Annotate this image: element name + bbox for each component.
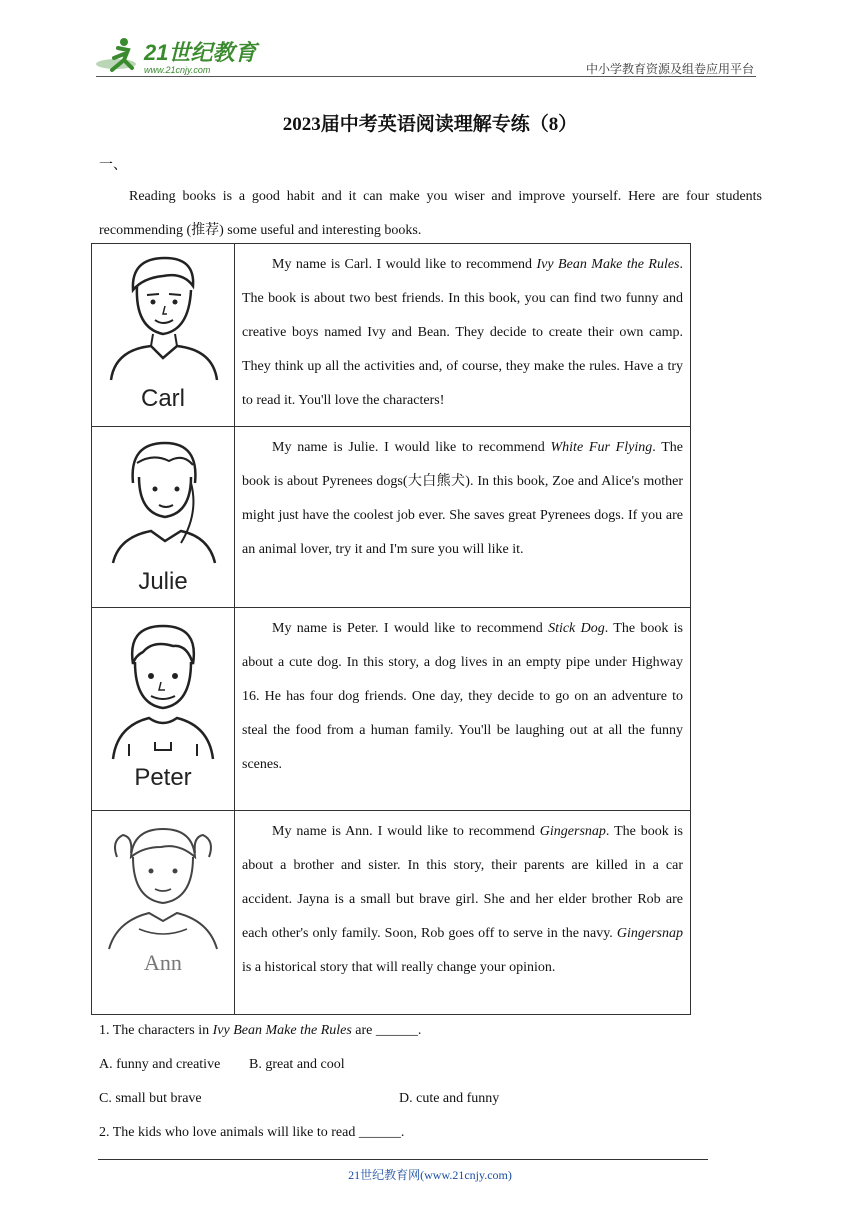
student-name: Julie — [138, 568, 188, 595]
page-title: 2023届中考英语阅读理解专练（8） — [282, 114, 578, 135]
girl-portrait-icon — [103, 433, 223, 568]
girl-portrait-icon — [103, 817, 223, 952]
option-a: A. funny and creative — [99, 1057, 221, 1072]
student-name: Carl — [140, 385, 185, 412]
boy-portrait-icon — [103, 614, 223, 764]
recommendation-table — [91, 243, 691, 1015]
option-d: D. cute and funny — [399, 1091, 500, 1106]
question-1: 1. The characters in Ivy Bean Make the Rules are ______. — [99, 1023, 422, 1038]
table-row — [92, 244, 691, 427]
portrait-cell — [92, 427, 235, 608]
option-b: B. great and cool — [249, 1057, 345, 1072]
header-divider — [96, 76, 756, 77]
book-title: Stick Dog — [548, 621, 605, 636]
book-title: Gingersnap — [616, 926, 683, 941]
logo-url: www.21cnjy.com — [144, 65, 211, 75]
portrait-cell — [92, 244, 235, 427]
boy-portrait-icon — [103, 250, 223, 385]
recommendation-text: My name is Peter. I would like to recommend Stick Dog. The book is about a cute dog. In this story, a dog lives in an empty pipe under Highway 16. He has four dog friends. One day, they decide to go on an adventure to steal the food from a human family. You'll be laughing out at all the funny scenes. — [235, 608, 691, 811]
recommendation-text: My name is Julie. I would like to recommend White Fur Flying. The book is about Pyrenees dogs(大白熊犬). In this book, Zoe and Alice's mother might just have the coolest job ever. She saves great Pyrenees dogs. If you are an animal lover, try it and I'm sure you will like it. — [235, 427, 691, 608]
recommendation-text: My name is Carl. I would like to recommend Ivy Bean Make the Rules. The book is about two best friends. In this book, you can find two funny and creative boys named Ivy and Bean. They decide to create their own camp. They think up all the activities and, of course, they make the rules. Have a try to read it. You'll love the characters! — [235, 244, 691, 427]
site-logo — [94, 34, 264, 78]
runner-logo-icon — [94, 34, 264, 78]
book-title: Ivy Bean Make the Rules — [536, 257, 680, 272]
intro-paragraph: Reading books is a good habit and it can make you wiser and improve yourself. Here are four students recommending (推荐) some useful and interesting books. — [99, 189, 762, 238]
footer-text: 21世纪教育网(www.21cnjy.com) — [348, 1168, 512, 1182]
book-title: Gingersnap — [539, 824, 606, 839]
footer-divider — [98, 1159, 708, 1160]
student-name: Peter — [134, 764, 192, 791]
table-row — [92, 811, 691, 1015]
question-2: 2. The kids who love animals will like to read ______. — [99, 1125, 405, 1140]
student-name: Ann — [144, 950, 182, 975]
table-row — [92, 608, 691, 811]
book-title: White Fur Flying — [550, 440, 653, 455]
section-label: 一、 — [99, 158, 127, 173]
logo-text: 21世纪教育 — [144, 40, 257, 65]
option-c: C. small but brave — [99, 1091, 202, 1106]
portrait-cell — [92, 608, 235, 811]
recommendation-text: My name is Ann. I would like to recommend Gingersnap. The book is about a brother and sister. In this story, their parents are killed in a car accident. Jayna is a small but brave girl. She and her elder brother Rob are each other's only family. Soon, Rob goes off to serve in the navy. Gingersnap is a historical story that will really change your opinion. — [235, 811, 691, 1015]
platform-name: 中小学教育资源及组卷应用平台 — [585, 62, 754, 76]
portrait-cell — [92, 811, 235, 1015]
table-row — [92, 427, 691, 608]
